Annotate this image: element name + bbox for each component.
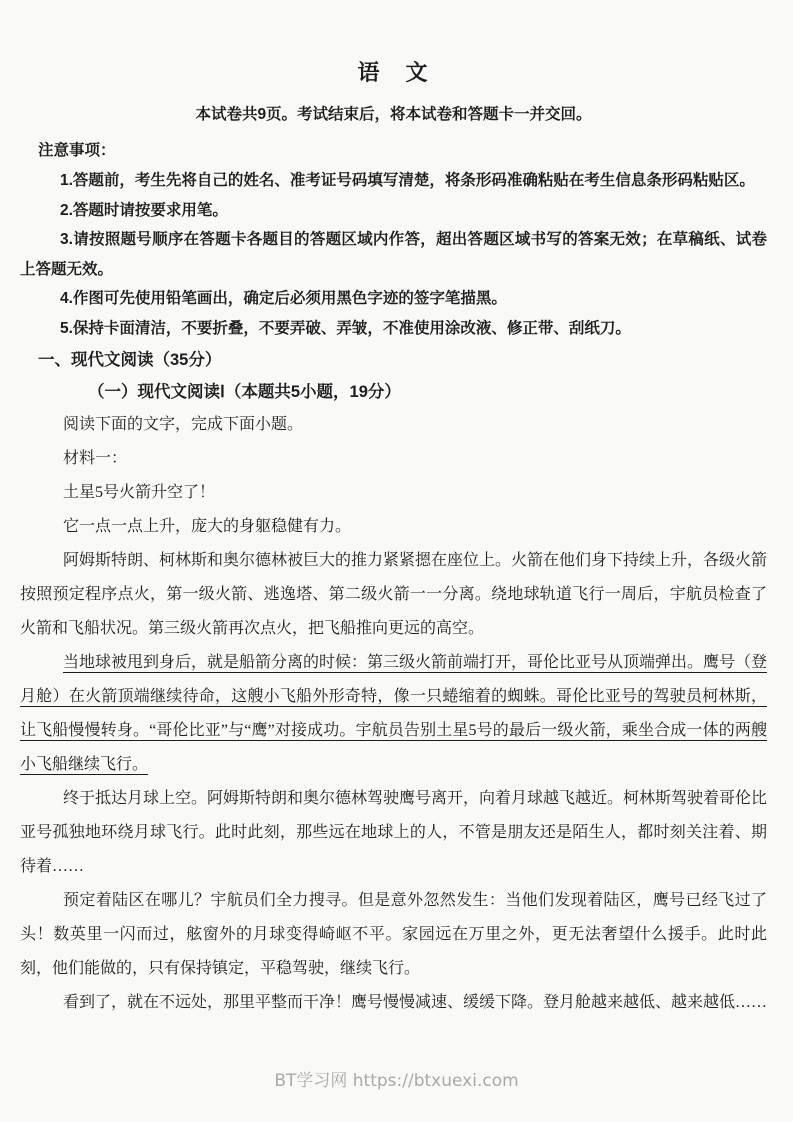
site-watermark: BT学习网 https://btxuexi.com [274,1071,519,1091]
notice-item: 3.请按照题号顺序在答题卡各题目的答题区域内作答，超出答题区域书写的答案无效；在草稿纸、试卷上答题无效。 [20,231,767,278]
material-label: 材料一： [63,450,128,467]
material-paragraph: 预定着陆区在哪儿？宇航员们全力搜寻。但是意外忽然发生：当他们发现着陆区，鹰号已经飞过了头！数英里一闪而过，舷窗外的月球变得崎岖不平。家园远在万里之外，更无法奢望什么援手。此时此刻，他们能做的，只有保持镇定，平稳驾驶，继续飞行。 [20,892,767,977]
notice-item: 1.答题前，考生先将自己的姓名、准考证号码填写清楚，将条形码准确粘贴在考生信息条形码粘贴区。 [60,172,755,189]
notice-item: 4.作图可先使用铅笔画出，确定后必须用黑色字迹的签字笔描黑。 [60,290,507,307]
material-paragraph: 终于抵达月球上空。阿姆斯特朗和奥尔德林驾驶鹰号离开，向着月球越飞越近。柯林斯驾驶着哥伦比亚号孤独地环绕月球飞行。此时此刻，那些远在地球上的人，不管是朋友还是陌生人，都时刻关注着、期待着…… [20,790,768,875]
reading-instruction: 阅读下面的文字，完成下面小题。 [63,416,304,433]
reading-material [20,408,767,1020]
material-paragraph-underlined: 当地球被甩到身后，就是船箭分离的时候：第三级火箭前端打开，哥伦比亚号从顶端弹出。鹰号（登月舱）在火箭顶端继续待命，这艘小飞船外形奇特，像一只蜷缩着的蜘蛛。哥伦比亚号的驾驶员柯林斯，让飞船慢慢转身。“哥伦比亚”与“鹰”对接成功。宇航员告别土星5号的最后一级火箭，乘坐合成一体的两艘小飞船继续飞行。 [20,654,768,773]
notice-heading: 注意事项： [38,142,116,159]
material-paragraph: 它一点一点上升，庞大的身躯稳健有力。 [63,518,352,535]
section-heading-modern-text-reading: 一、现代文阅读（35分） [38,351,222,369]
subsection-heading-reading-1: （一）现代文阅读Ⅰ（本题共5小题，19分） [88,383,401,401]
material-paragraph: 土星5号火箭升空了！ [63,484,216,501]
material-paragraph: 看到了，就在不远处，那里平整而干净！鹰号慢慢减速、缓缓下降。登月舱越来越低、越来越低…… [63,994,768,1011]
notice-item: 2.答题时请按要求用笔。 [60,201,228,219]
notice-item: 5.保持卡面清洁，不要折叠，不要弄破、弄皱，不准使用涂改液、修正带、刮纸刀。 [60,319,631,337]
notice-section [20,136,767,343]
material-paragraph: 阿姆斯特朗、柯林斯和奥尔德林被巨大的推力紧紧摁在座位上。火箭在他们身下持续上升，各级火箭按照预定程序点火，第一级火箭、逃逸塔、第二级火箭一一分离。绕地球轨道飞行一周后，宇航员检查了火箭和飞船状况。第三级火箭再次点火，把飞船推向更远的高空。 [20,552,768,637]
paper-title: 语 文 [357,60,430,85]
paper-subtitle: 本试卷共9页。考试结束后，将本试卷和答题卡一并交回。 [195,106,592,123]
